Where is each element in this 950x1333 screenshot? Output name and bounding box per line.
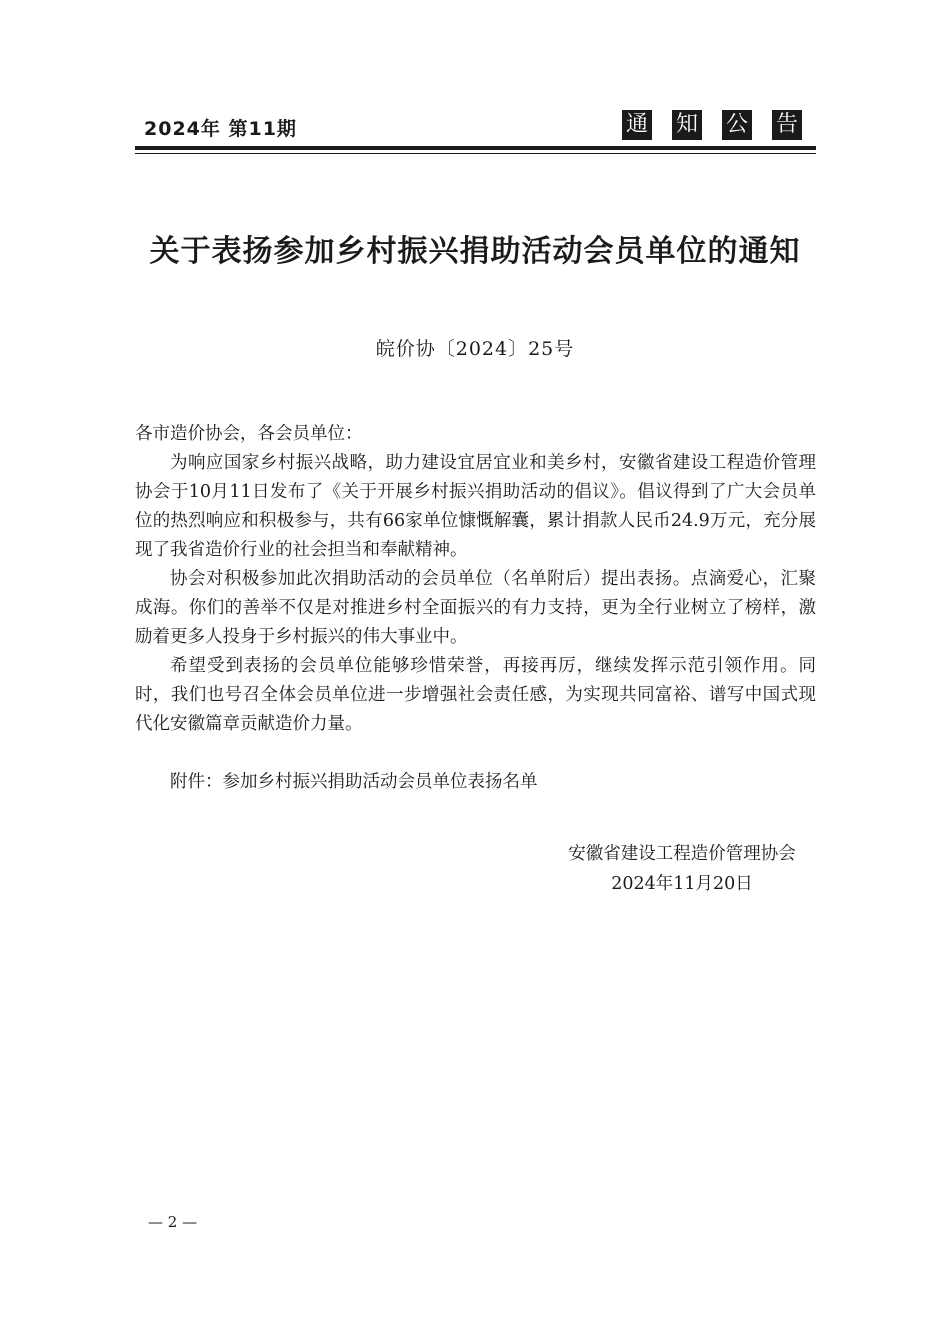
- page-number: — 2 —: [148, 1213, 198, 1231]
- body-paragraph: 为响应国家乡村振兴战略，助力建设宜居宜业和美乡村，安徽省建设工程造价管理协会于10月11日发布了《关于开展乡村振兴捐助活动的倡议》。倡议得到了广大会员单位的热烈响应和积极参与，共有66家单位慷慨解囊，累计捐款人民币24.9万元，充分展现了我省造价行业的社会担当和奉献精神。: [135, 453, 816, 560]
- document-number: 皖价协〔2024〕25号: [375, 338, 575, 360]
- document-body: [135, 420, 816, 797]
- section-tag-char: 知: [672, 110, 702, 140]
- issue-label: 2024年 第11期: [144, 118, 297, 140]
- body-paragraph: 希望受到表扬的会员单位能够珍惜荣誉，再接再厉，继续发挥示范引领作用。同时，我们也号召全体会员单位进一步增强社会责任感，为实现共同富裕、谱写中国式现代化安徽篇章贡献造价力量。: [135, 656, 816, 734]
- section-tag: [622, 110, 802, 140]
- signature-organization: 安徽省建设工程造价管理协会: [568, 844, 796, 864]
- section-tag-char: 告: [772, 110, 802, 140]
- header-rule-thin: [135, 153, 816, 154]
- page-header: [135, 108, 816, 156]
- header-rule-thick: [135, 146, 816, 150]
- section-tag-char: 公: [722, 110, 752, 140]
- signature-date: 2024年11月20日: [611, 874, 753, 894]
- body-paragraph: 协会对积极参加此次捐助活动的会员单位（名单附后）提出表扬。点滴爱心，汇聚成海。你们的善举不仅是对推进乡村全面振兴的有力支持，更为全行业树立了榜样，激励着更多人投身于乡村振兴的伟大事业中。: [135, 569, 816, 647]
- attachment-note: 附件：参加乡村振兴捐助活动会员单位表扬名单: [170, 772, 538, 792]
- salutation: 各市造价协会，各会员单位：: [135, 424, 363, 444]
- section-tag-char: 通: [622, 110, 652, 140]
- document-title: 关于表扬参加乡村振兴捐助活动会员单位的通知: [149, 234, 801, 269]
